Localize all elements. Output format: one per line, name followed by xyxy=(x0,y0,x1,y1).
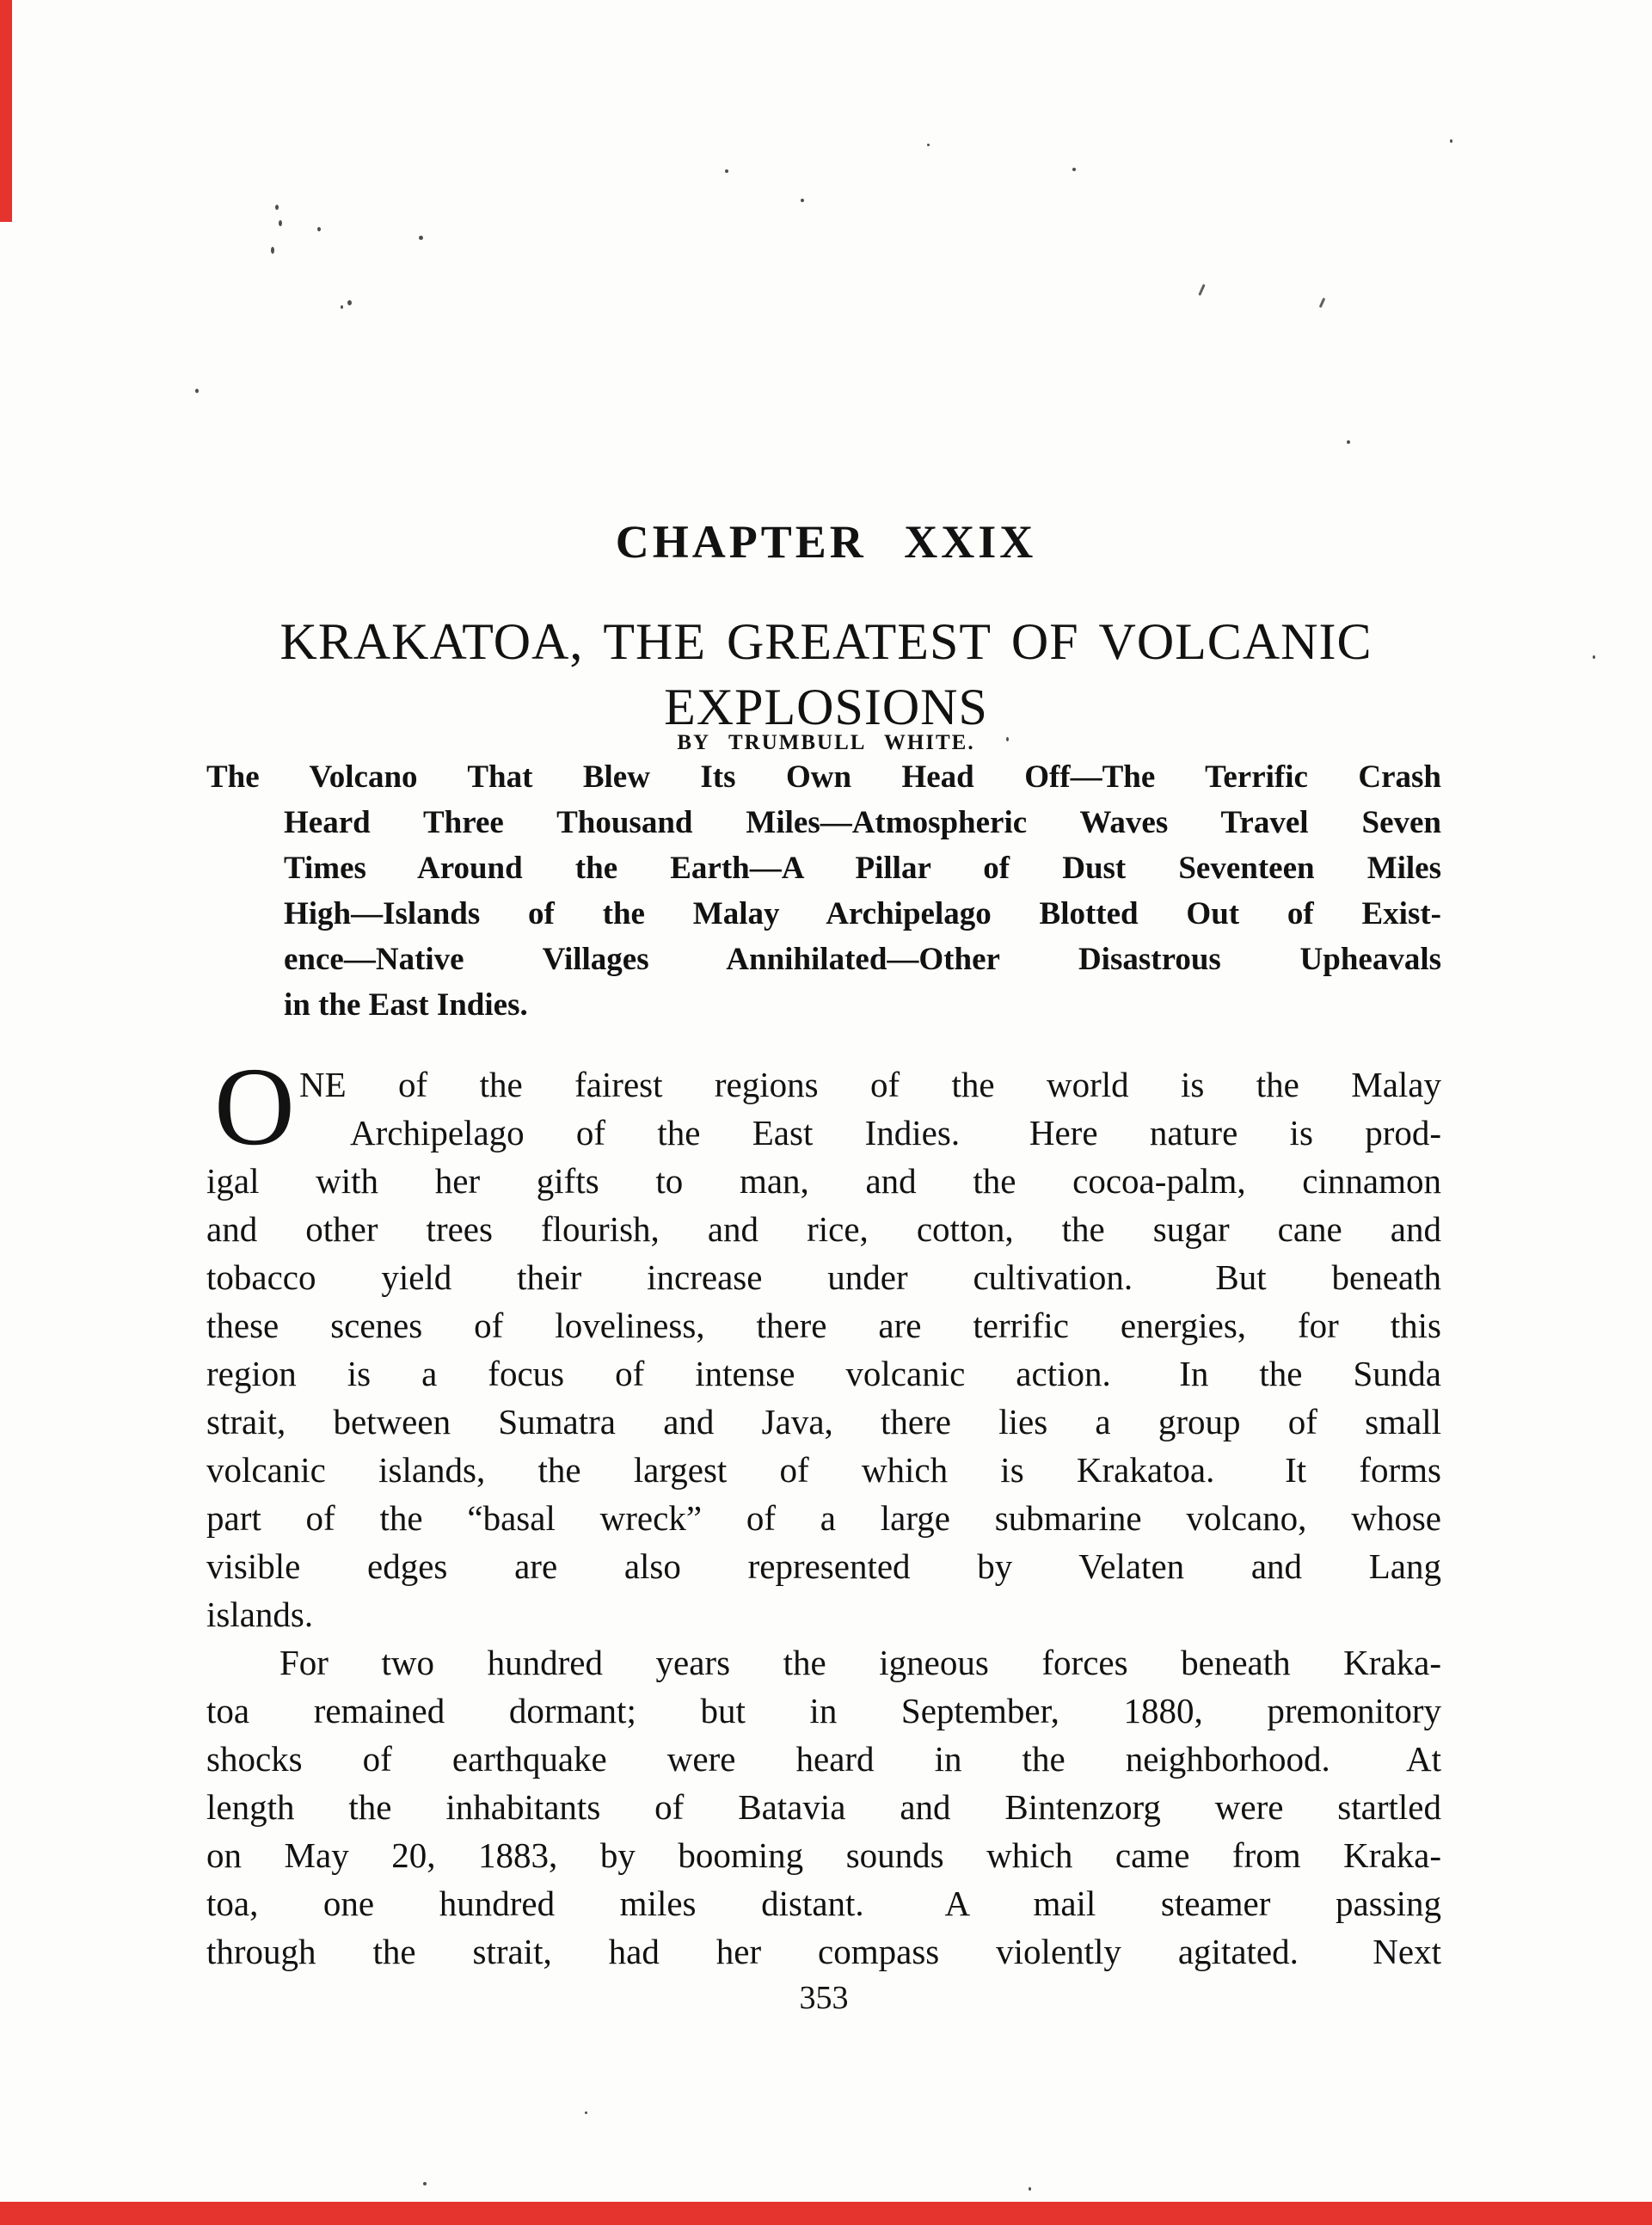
body-line: toa, one hundred miles distant. A mail steamer passing xyxy=(206,1884,1441,1923)
scan-speck xyxy=(927,144,930,146)
body-line: and other trees flourish, and rice, cotton, the sugar cane and xyxy=(206,1209,1441,1249)
scan-edge-bottom-red-strip xyxy=(0,2202,1652,2225)
chapter-heading: CHAPTER XXIX xyxy=(615,516,1037,568)
body-line: NE of the fairest regions of the world is the Malay xyxy=(299,1065,1441,1104)
scan-speck xyxy=(275,205,279,210)
scan-speck xyxy=(195,389,199,393)
scan-speck xyxy=(1029,2187,1031,2191)
body-line: these scenes of loveliness, there are terrific energies, for this xyxy=(206,1306,1441,1345)
chapter-title-line-2: EXPLOSIONS xyxy=(664,679,988,735)
scan-speck xyxy=(585,2111,587,2114)
body-line: through the strait, had her compass violently agitated. Next xyxy=(206,1932,1441,1971)
body-line: visible edges are also represented by Velaten and Lang xyxy=(206,1546,1441,1586)
summary-line: Times Around the Earth—A Pillar of Dust Seventeen Miles xyxy=(284,851,1441,886)
summary-line: ence—Native Villages Annihilated—Other Disastrous Upheavals xyxy=(284,942,1441,977)
body-line: region is a focus of intense volcanic action. In the Sunda xyxy=(206,1354,1441,1393)
scan-speck xyxy=(317,227,321,231)
scan-edge-left-red-strip xyxy=(0,0,12,222)
page-number: 353 xyxy=(799,1980,849,2016)
scan-speck xyxy=(1006,737,1009,741)
scan-speck xyxy=(423,2182,427,2185)
scan-speck xyxy=(801,199,804,202)
byline: BY TRUMBULL WHITE. xyxy=(677,731,975,754)
scan-speck xyxy=(271,247,274,254)
body-line: length the inhabitants of Batavia and Bintenzorg were startled xyxy=(206,1787,1441,1827)
scan-speck xyxy=(725,169,728,173)
scan-speck xyxy=(1319,298,1326,308)
body-line: toa remained dormant; but in September, 1880, premonitory xyxy=(206,1691,1441,1730)
summary-line: The Volcano That Blew Its Own Head Off—The Terrific Crash xyxy=(206,759,1441,795)
body-line: Archipelago of the East Indies. Here nature is prod- xyxy=(350,1113,1441,1152)
scan-speck xyxy=(279,220,282,226)
body-line: strait, between Sumatra and Java, there lies a group of small xyxy=(206,1402,1441,1441)
scan-speck xyxy=(419,236,423,240)
summary-line: High—Islands of the Malay Archipelago Blotted Out of Exist- xyxy=(284,896,1441,931)
scan-speck xyxy=(341,305,343,309)
scan-speck xyxy=(347,300,352,305)
scan-speck xyxy=(1198,284,1205,296)
drop-cap: O xyxy=(214,1045,295,1169)
body-line: part of the “basal wreck” of a large submarine volcano, whose xyxy=(206,1498,1441,1538)
body-line: on May 20, 1883, by booming sounds which came from Kraka- xyxy=(206,1835,1441,1875)
summary-line: in the East Indies. xyxy=(284,987,528,1023)
body-line: tobacco yield their increase under cultivation. But beneath xyxy=(206,1257,1441,1297)
scan-speck xyxy=(1072,168,1076,171)
body-text xyxy=(206,1060,1441,1976)
scan-speck xyxy=(1347,440,1350,444)
body-line: For two hundred years the igneous forces beneath Kraka- xyxy=(279,1643,1441,1682)
scan-speck xyxy=(1450,139,1452,143)
scan-speck xyxy=(1593,655,1595,659)
summary-line: Heard Three Thousand Miles—Atmospheric Waves Travel Seven xyxy=(284,805,1441,840)
chapter-title-line-1: KRAKATOA, THE GREATEST OF VOLCANIC xyxy=(279,613,1373,670)
chapter-summary xyxy=(206,754,1441,1028)
body-line: igal with her gifts to man, and the cocoa-palm, cinnamon xyxy=(206,1161,1441,1201)
body-line: islands. xyxy=(206,1595,314,1634)
body-line: volcanic islands, the largest of which is Krakatoa. It forms xyxy=(206,1450,1441,1490)
body-line: shocks of earthquake were heard in the neighborhood. At xyxy=(206,1739,1441,1779)
